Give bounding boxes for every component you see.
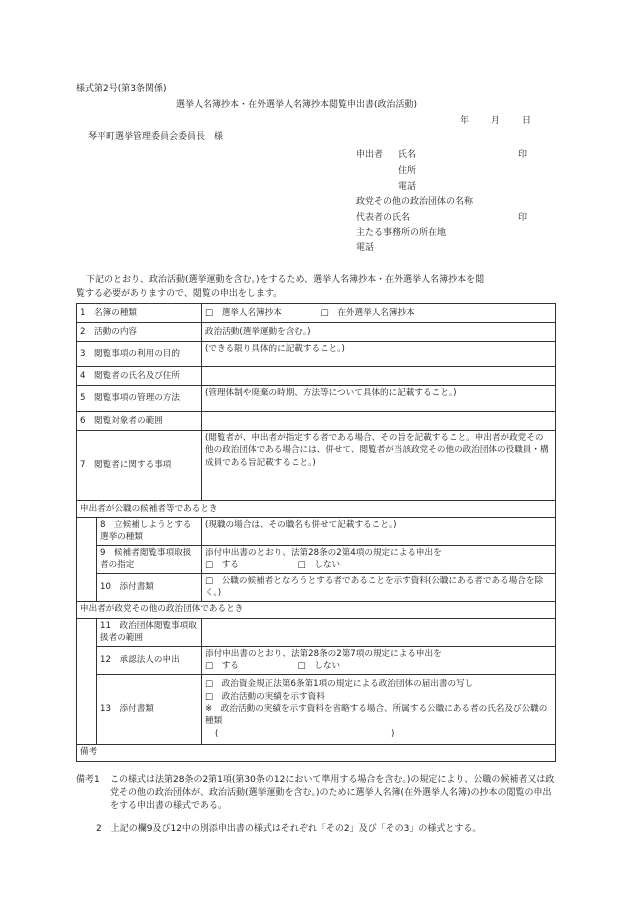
note-1-head: 備考1 (76, 775, 100, 785)
row-2-label: 2 活動の内容 (77, 323, 202, 342)
row-4-field[interactable] (202, 367, 556, 386)
row-3-label: 3 閲覧事項の利用の目的 (77, 342, 202, 367)
form-number: 様式第2号(第3条関係) (76, 84, 167, 94)
row-12 (77, 646, 556, 674)
checkbox-r12-yes[interactable]: □ する (205, 661, 239, 672)
applicant-phone-label: 電話 (398, 182, 417, 192)
row-13-option-b[interactable]: □ 政治活動の実績を示す資料 (205, 691, 325, 702)
row-1-label: 1 名簿の種類 (77, 304, 202, 323)
applicant-name-label: 氏名 (398, 150, 417, 160)
row-10-label: 10 添付書類 (97, 573, 202, 601)
row-12-label: 12 承認法人の申出 (97, 646, 202, 674)
office-phone-label: 電話 (356, 243, 375, 253)
page-title: 選挙人名簿抄本・在外選挙人名簿抄本閲覧申出書(政治活動) (176, 100, 418, 110)
row-9 (77, 545, 556, 573)
row-8-field[interactable] (202, 518, 556, 546)
intro-line-2: 覧する必要がありますので、閲覧の申出をします。 (76, 289, 283, 299)
checkbox-r9-yes[interactable]: □ する (205, 560, 239, 571)
remarks-row (77, 744, 556, 761)
applicant-label: 申出者 (356, 150, 384, 160)
row-10-field[interactable] (202, 573, 556, 601)
applicant-address-label: 住所 (398, 166, 417, 176)
office-label: 主たる事務所の所在地 (356, 228, 447, 238)
row-9-field (202, 545, 556, 573)
addressee: 琴平町選挙管理委員会委員長 様 (88, 132, 224, 142)
row-1-value (202, 304, 556, 323)
candidate-indent (77, 518, 97, 602)
row-10 (77, 573, 556, 601)
paren-open: ( (215, 728, 219, 739)
remarks-label: 備考 (77, 744, 556, 761)
party-header: 申出者が政党その他の政治団体であるとき (77, 601, 556, 618)
row-6-label: 6 閲覧対象者の範囲 (77, 412, 202, 431)
row-11 (77, 618, 556, 646)
row-5 (77, 386, 556, 412)
row-7-field[interactable] (202, 431, 556, 501)
row-6 (77, 412, 556, 431)
row-10-text: □ 公職の候補者となろうとする者であることを示す資料(公職にある者である場合を除く。) (205, 575, 544, 599)
row-7-note: (閲覧者が、申出者が指定する者である場合、その旨を記載すること。申出者が政党その他の政治団体である場合には、併せて、閲覧者が当該政党その他の政治団体の役職員・構成員である旨記載すること。) (205, 433, 549, 468)
checkbox-voter-list[interactable]: □ 選挙人名簿抄本 (205, 307, 282, 318)
checkbox-r12-no[interactable]: □ しない (297, 661, 341, 672)
seal-mark-2: 印 (518, 213, 528, 223)
row-9-text: 添付申出書のとおり、法第28条の2第4項の規定による申出を (205, 547, 442, 558)
row-6-field[interactable] (202, 412, 556, 431)
row-8 (77, 518, 556, 546)
row-7 (77, 431, 556, 501)
row-11-field[interactable] (202, 618, 556, 646)
row-12-text: 添付申出書のとおり、法第28条の2第7項の規定による申出を (205, 648, 442, 659)
party-header-row (77, 601, 556, 618)
date-month: 月 (491, 116, 501, 126)
date-day: 日 (522, 116, 532, 126)
row-7-label: 7 閲覧者に関する事項 (77, 431, 202, 501)
checkbox-overseas-list[interactable]: □ 在外選挙人名簿抄本 (320, 307, 415, 318)
row-4 (77, 367, 556, 386)
org-name-label: 政党その他の政治団体の名称 (356, 197, 474, 207)
row-5-field[interactable] (202, 386, 556, 412)
row-5-note: (管理体制や廃棄の時期、方法等について具体的に記載すること。) (205, 388, 457, 398)
row-13-field (202, 674, 556, 744)
row-2 (77, 323, 556, 342)
row-13-paren-field[interactable] (205, 728, 552, 740)
note-1: この様式は法第28条の2第1項(第30条の12において準用する場合を含む。)の規定により、公職の候補者又は政党その他の政治団体が、政治活動(選挙運動を含む。)のために選挙人名簿(在外選挙人名簿)の抄本の閲覧の申出をする申出書の様式である。 (110, 775, 555, 812)
row-11-label: 11 政治団体閲覧事項取扱者の範囲 (97, 618, 202, 646)
row-1 (77, 304, 556, 323)
paren-close: ) (391, 728, 395, 739)
row-13-label: 13 添付書類 (97, 674, 202, 744)
party-indent (77, 618, 97, 744)
note-2: 2 上記の欄9及び12中の別添申出書の様式はそれぞれ「その2」及び「その3」の様式とする。 (96, 824, 482, 834)
row-8-label: 8 立候補しようとする選挙の種類 (97, 518, 202, 546)
checkbox-r9-no[interactable]: □ しない (297, 560, 341, 571)
intro-line-1: 下記のとおり、政治活動(選挙運動を含む。)をするため、選挙人名簿抄本・在外選挙人名簿抄本を閲 (86, 275, 485, 285)
date-year: 年 (460, 116, 470, 126)
candidate-header: 申出者が公職の候補者等であるとき (77, 501, 556, 518)
row-5-label: 5 閲覧事項の管理の方法 (77, 386, 202, 412)
row-13 (77, 674, 556, 744)
row-13-option-a[interactable]: □ 政治資金規正法第6条第1項の規定による政治団体の届出書の写し (205, 679, 474, 690)
row-3 (77, 342, 556, 367)
row-4-label: 4 閲覧者の氏名及び住所 (77, 367, 202, 386)
row-2-value: 政治活動(選挙運動を含む。) (202, 323, 556, 342)
row-3-note: (できる限り具体的に記載すること。) (205, 344, 345, 354)
row-8-note: (現職の場合は、その職名も併せて記載すること。) (205, 520, 397, 530)
rep-name-label: 代表者の氏名 (356, 213, 411, 223)
application-form-table (76, 303, 556, 762)
seal-mark: 印 (518, 150, 528, 160)
row-12-field (202, 646, 556, 674)
row-9-label: 9 候補者閲覧事項取扱者の指定 (97, 545, 202, 573)
row-13-option-c: ※ 政治活動の実績を示す資料を省略する場合、所属する公職にある者の氏名及び公職の種類 (205, 704, 548, 727)
candidate-header-row (77, 501, 556, 518)
row-3-field[interactable] (202, 342, 556, 367)
